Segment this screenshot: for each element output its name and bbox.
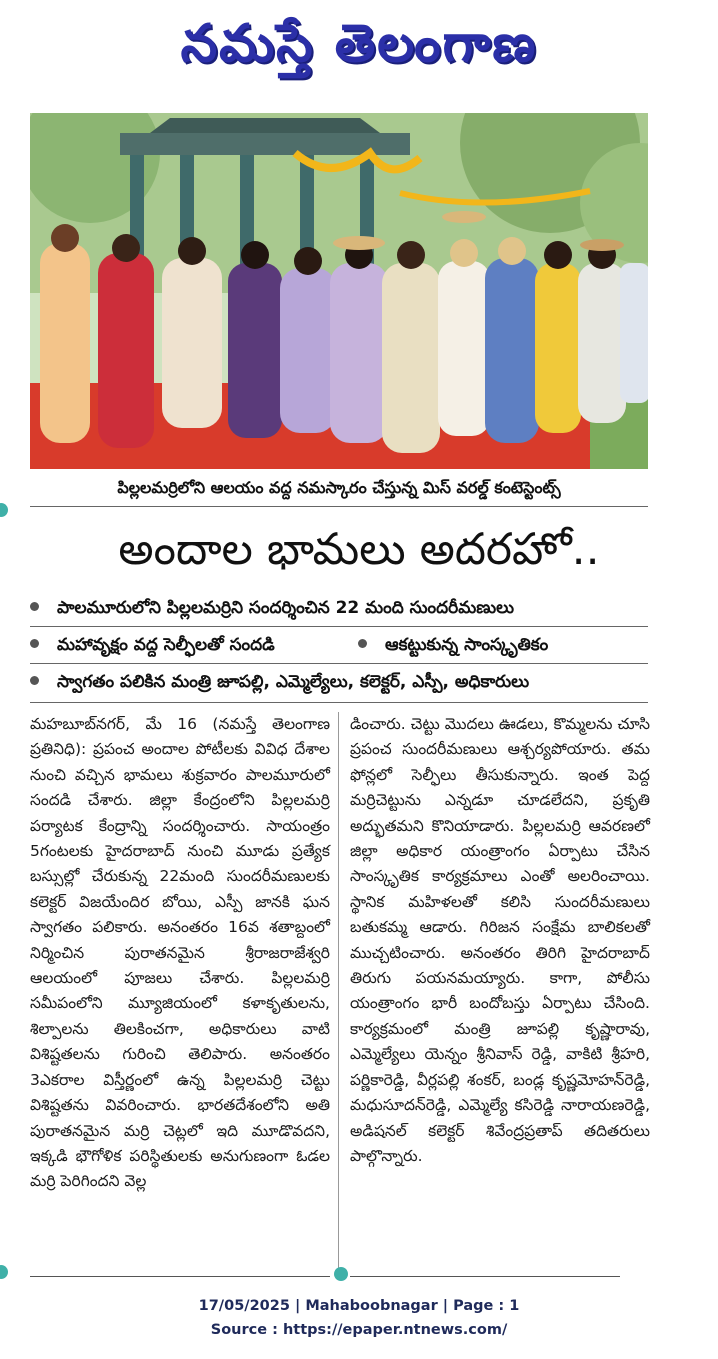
article-body-right: డించారు. చెట్టు మొదలు ఊడలు, కొమ్మలను చూసి ప్రపంచ సుందరీమణులు ఆశ్చర్యపోయారు. తమ ఫోన్లలో సెల్ఫీలు తీసుకున్నారు. ఇంత పెద్ద మర్రిచెట్టును ఎన్నడూ చూడలేదని, ప్రకృతి అద్భుతమని కొనియాడారు. పిల్లలమర్రి ఆవరణలో జిల్లా అధికార యంత్రాంగం ఏర్పాటు చేసిన సాంస్కృతిక కార్యక్రమాలు ఎంతో అలరించాయి. స్థానిక మహిళలతో కలిసి సుందరీమణులు బతుకమ్మ ఆడారు. గిరిజన సంక్షేమ బాలికలతో ముచ్చటించారు. అనంతరం తిరిగి హైదరాబాద్ తిరుగు పయనమయ్యారు. కాగా, పోలీసు యంత్రాంగం భారీ బందోబస్తు ఏర్పాటు చేసింది. కార్యక్రమంలో మంత్రి జూపల్లి కృష్ణారావు, ఎమ్మెల్యేలు యెన్నం శ్రీనివాస్ రెడ్డి, వాకిటి శ్రీహరి, పర్ణికారెడ్డి, వీర్లపల్లి శంకర్, బండ్ల కృష్ణమోహన్‌రెడ్డి, మధుసూదన్‌రెడ్డి, ఎమ్మెల్యే కసిరెడ్డి నారాయణరెడ్డి, అడిషనల్ కలెక్టర్ శివేంద్రప్రతాప్ తదితరులు పాల్గొన్నారు. (350, 715, 650, 1165)
footer (0, 1294, 718, 1342)
clip-marker-icon (0, 1265, 8, 1279)
headline: అందాల భామలు అదరహో.. (118, 524, 600, 575)
divider (30, 702, 648, 703)
subhead-2: మహావృక్షం వద్ద సెల్ఫీలతో సందడి (30, 635, 275, 659)
bullet-icon (30, 639, 39, 648)
divider (350, 1276, 620, 1277)
clip-marker-icon (0, 503, 8, 517)
column-divider (338, 712, 339, 1272)
masthead (0, 0, 718, 100)
article-body-left: మహబూబ్‌నగర్, మే 16 (నమస్తే తెలంగాణ ప్రతినిధి): ప్రపంచ అందాల పోటీలకు వివిధ దేశాల నుంచి వచ్చిన భామలు శుక్రవారం పాలమూరులో సందడి చేశారు. జిల్లా కేంద్రంలోని పిల్లలమర్రి పర్యాటక కేంద్రాన్ని సందర్శించారు. సాయంత్రం 5గంటలకు హైదరాబాద్ నుంచి మూడు ప్రత్యేక బస్సుల్లో చేరుకున్న 22మంది సుందరీమణులకు కలెక్టర్ విజయేందిర బోయి, ఎస్పీ జానకి ఘన స్వాగతం పలికారు. అనంతరం 16వ శతాబ్దంలో నిర్మించిన పురాతనమైన శ్రీరాజరాజేశ్వరి ఆలయంలో పూజలు చేశారు. పిల్లలమర్రి సమీపంలోని మ్యూజియంలో కళాకృతులను, శిల్పాలను తిలకించగా, అధికారులు వాటి విశిష్టతలను గురించి తెలిపారు. అనంతరం 3ఎకరాల విస్తీర్ణంలో ఉన్న పిల్లలమర్రి చెట్టు విశిష్టతను వివరించారు. భారతదేశంలోని అతి పురాతనమైన మర్రి చెట్లలో ఇది మూడొవదని, ఇక్కడి భౌగోళిక పరిస్థితులకు అనుగుణంగా ఓడల మర్రి పెరిగిందని వెల్ల (30, 715, 330, 1191)
divider (30, 506, 648, 507)
subhead-1: పాలమూరులోని పిల్లలమర్రిని సందర్శించిన 22 మంది సుందరీమణులు (30, 598, 514, 622)
divider (30, 1276, 330, 1277)
divider (30, 626, 648, 627)
clip-marker-icon (334, 1267, 348, 1281)
footer-source: Source : https://epaper.ntnews.com/ (210, 1322, 508, 1338)
newspaper-title: నమస్తే తెలంగాణ (180, 13, 538, 74)
bullet-icon (30, 676, 39, 685)
photo-caption: పిల్లలమర్రిలోని ఆలయం వద్ద నమస్కారం చేస్తున్న మిస్ వరల్డ్ కంటెస్టెంట్స్ (117, 477, 561, 497)
subhead-3: ఆకట్టుకున్న సాంస్కృతికం (358, 635, 548, 659)
article-photo (30, 113, 648, 469)
bullet-icon (30, 602, 39, 611)
divider (30, 663, 648, 664)
footer-date-edition: 17/05/2025 | Mahaboobnagar | Page : 1 (198, 1298, 520, 1314)
bullet-icon (358, 639, 367, 648)
subhead-4: స్వాగతం పలికిన మంత్రి జూపల్లి, ఎమ్మెల్యేలు, కలెక్టర్, ఎస్పీ, అధికారులు (30, 672, 529, 696)
